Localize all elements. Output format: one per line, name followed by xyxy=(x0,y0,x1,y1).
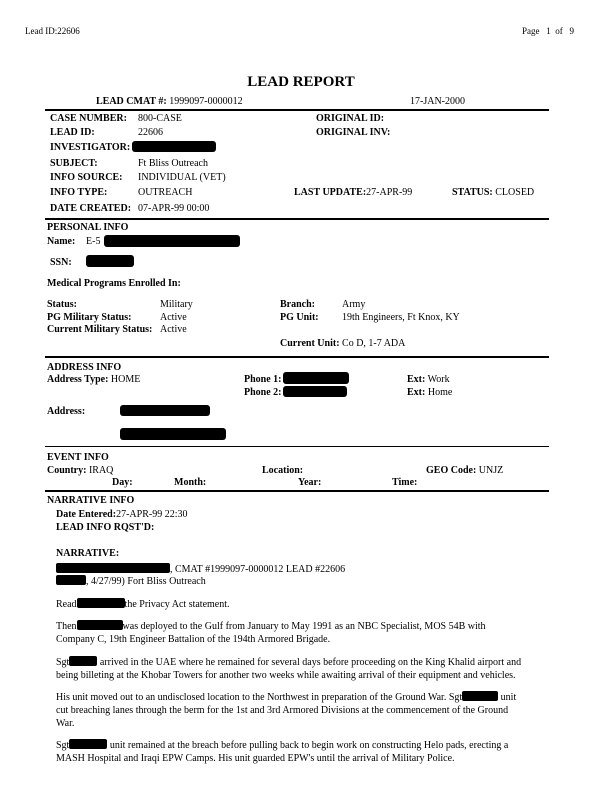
narrative-ref-line1-text: , CMAT #1999097-0000012 LEAD #22606 xyxy=(170,564,346,575)
pg-military-status-label: PG Military Status: xyxy=(47,312,132,323)
divider xyxy=(45,109,549,111)
location-label: Location: xyxy=(262,465,304,476)
paragraph-text: Then xyxy=(56,621,77,632)
narrative-paragraph-1 xyxy=(56,598,526,611)
redaction-address-line2 xyxy=(120,428,226,440)
cmat-value: 1999097-0000012 xyxy=(169,96,243,107)
paragraph-text: Sgt xyxy=(56,740,70,751)
status-badge: CLOSED xyxy=(495,187,535,198)
paragraph-text: was deployed to the Gulf from January to May 1991 as an NBC Specialist, MOS 54B with Company C, 19th Engineer Battalion of the 194th Armored Brigade. xyxy=(56,621,486,645)
redaction-inline xyxy=(69,656,97,666)
lead-info-rqst-label: LEAD INFO RQST'D: xyxy=(56,522,155,533)
page-number: 1 xyxy=(546,26,551,36)
original-inv-label: ORIGINAL INV: xyxy=(316,127,391,138)
narrative-ref-line2-text: , 4/27/99) Fort Bliss Outreach xyxy=(86,576,206,587)
case-number-value: 800-CASE xyxy=(138,113,182,124)
page-total: 9 xyxy=(569,26,574,36)
info-source-label: INFO SOURCE: xyxy=(50,172,123,183)
narrative-ref-line2 xyxy=(56,575,206,589)
redaction-inline xyxy=(56,575,86,585)
geo-code-label: GEO Code: xyxy=(426,465,477,476)
redaction-inline xyxy=(69,739,107,749)
divider xyxy=(45,446,549,447)
last-update-label: LAST UPDATE: xyxy=(294,187,367,198)
paragraph-text: the Privacy Act statement. xyxy=(124,599,230,610)
date-created-label: DATE CREATED: xyxy=(50,203,132,214)
lead-id-header: Lead ID:22606 xyxy=(25,26,80,36)
address-info-heading: ADDRESS INFO xyxy=(47,362,122,373)
redaction-inline xyxy=(77,598,125,608)
address-type-label: Address Type: xyxy=(47,374,109,385)
info-source-value: INDIVIDUAL (VET) xyxy=(138,172,226,183)
case-number-label: CASE NUMBER: xyxy=(50,113,127,124)
date-entered-label: Date Entered: xyxy=(56,509,117,520)
narrative-paragraph-2 xyxy=(56,620,526,646)
branch-label: Branch: xyxy=(280,299,315,310)
narrative-paragraph-3 xyxy=(56,656,526,682)
narrative-info-heading: NARRATIVE INFO xyxy=(47,495,135,506)
phone2-label: Phone 2: xyxy=(244,387,282,398)
narrative-paragraph-4 xyxy=(56,691,526,730)
redaction-address-line1 xyxy=(120,405,210,416)
cmat-label: LEAD CMAT #: xyxy=(96,96,167,107)
address-label: Address: xyxy=(47,406,86,417)
ext2 xyxy=(407,387,452,400)
redaction-inline xyxy=(77,620,123,630)
ext1-value: Work xyxy=(427,374,450,385)
year-label: Year: xyxy=(298,477,322,488)
subject-value: Ft Bliss Outreach xyxy=(138,158,208,169)
country-label: Country: xyxy=(47,465,87,476)
ssn-label: SSN: xyxy=(50,257,72,268)
name-prefix: E-5 xyxy=(86,236,101,247)
ext2-label: Ext: xyxy=(407,387,426,398)
subject-label: SUBJECT: xyxy=(50,158,98,169)
info-type-label: INFO TYPE: xyxy=(50,187,108,198)
event-info-heading: EVENT INFO xyxy=(47,452,109,463)
report-date: 17-JAN-2000 xyxy=(410,96,465,107)
medical-programs-label: Medical Programs Enrolled In: xyxy=(47,278,181,289)
divider xyxy=(45,218,549,220)
geo-code-value: UNJZ xyxy=(478,465,504,476)
ext1-label: Ext: xyxy=(407,374,426,385)
status-value: Military xyxy=(160,299,193,310)
current-military-status-value: Active xyxy=(160,324,187,335)
redaction-name xyxy=(104,235,240,247)
current-military-status-label: Current Military Status: xyxy=(47,324,153,335)
lead-id-value: 22606 xyxy=(138,127,163,138)
status xyxy=(452,187,534,200)
ext2-value: Home xyxy=(427,387,453,398)
day-label: Day: xyxy=(112,477,133,488)
last-update xyxy=(294,187,412,200)
divider xyxy=(45,490,549,492)
address-type xyxy=(47,374,140,387)
current-unit xyxy=(280,338,405,351)
date-entered xyxy=(56,509,187,522)
page-label: Page xyxy=(522,26,540,36)
investigator-label: INVESTIGATOR: xyxy=(50,142,131,153)
status-label: Status: xyxy=(47,299,78,310)
redaction-phone2 xyxy=(283,386,347,397)
page-indicator xyxy=(522,26,574,37)
name-label: Name: xyxy=(47,236,76,247)
pg-unit-label: PG Unit: xyxy=(280,312,319,323)
paragraph-text: Sgt xyxy=(56,657,70,668)
lead-id-label: LEAD ID: xyxy=(50,127,95,138)
date-created-value: 07-APR-99 00:00 xyxy=(138,203,210,214)
paragraph-text: His unit moved out to an undisclosed location to the Northwest in preparation of the Ground War. Sgt xyxy=(56,692,463,703)
info-type-value: OUTREACH xyxy=(138,187,193,198)
current-unit-label: Current Unit: xyxy=(280,338,340,349)
last-update-value: 27-APR-99 xyxy=(366,187,413,198)
page-title: LEAD REPORT xyxy=(247,74,355,90)
month-label: Month: xyxy=(174,477,207,488)
paragraph-text: Read xyxy=(56,599,77,610)
redaction-inline xyxy=(462,691,498,701)
redaction-ssn xyxy=(86,255,134,267)
ext1 xyxy=(407,374,450,387)
paragraph-text: arrived in the UAE where he remained for several days before proceeding on the King Khalid airport and being billeting at the Khobar Towers for another two weeks while awaiting arrival of their equipment and vehicles. xyxy=(56,657,522,681)
current-unit-value: Co D, 1-7 ADA xyxy=(342,338,406,349)
status-label: STATUS: xyxy=(452,187,493,198)
personal-info-heading: PERSONAL INFO xyxy=(47,222,129,233)
country xyxy=(47,465,113,478)
redaction-investigator xyxy=(132,141,216,152)
narrative-label: NARRATIVE: xyxy=(56,548,120,559)
address-type-value: HOME xyxy=(110,374,141,385)
pg-unit-value: 19th Engineers, Ft Knox, KY xyxy=(342,312,460,323)
divider xyxy=(45,356,549,358)
time-label: Time: xyxy=(392,477,418,488)
redaction-inline xyxy=(56,563,170,573)
pg-military-status-value: Active xyxy=(160,312,187,323)
phone1-label: Phone 1: xyxy=(244,374,282,385)
country-value: IRAQ xyxy=(88,465,114,476)
narrative-paragraph-5 xyxy=(56,739,526,765)
paragraph-text: unit remained at the breach before pulling back to begin work on constructing Helo pads, erecting a MASH Hospital and Iraqi EPW Camps. His unit guarded EPW's until the arrival of Military Police. xyxy=(56,740,509,764)
cmat-line xyxy=(96,96,243,109)
redaction-phone1 xyxy=(283,372,349,384)
branch-value: Army xyxy=(342,299,366,310)
page-of: of xyxy=(555,26,563,36)
paragraph-text: unit cut breaching lanes through the berm for the 1st and 3rd Armored Divisions at the commencement of the Ground War. xyxy=(56,692,517,729)
geo-code xyxy=(426,465,503,478)
date-entered-value: 27-APR-99 22:30 xyxy=(116,509,188,520)
original-id-label: ORIGINAL ID: xyxy=(316,113,385,124)
